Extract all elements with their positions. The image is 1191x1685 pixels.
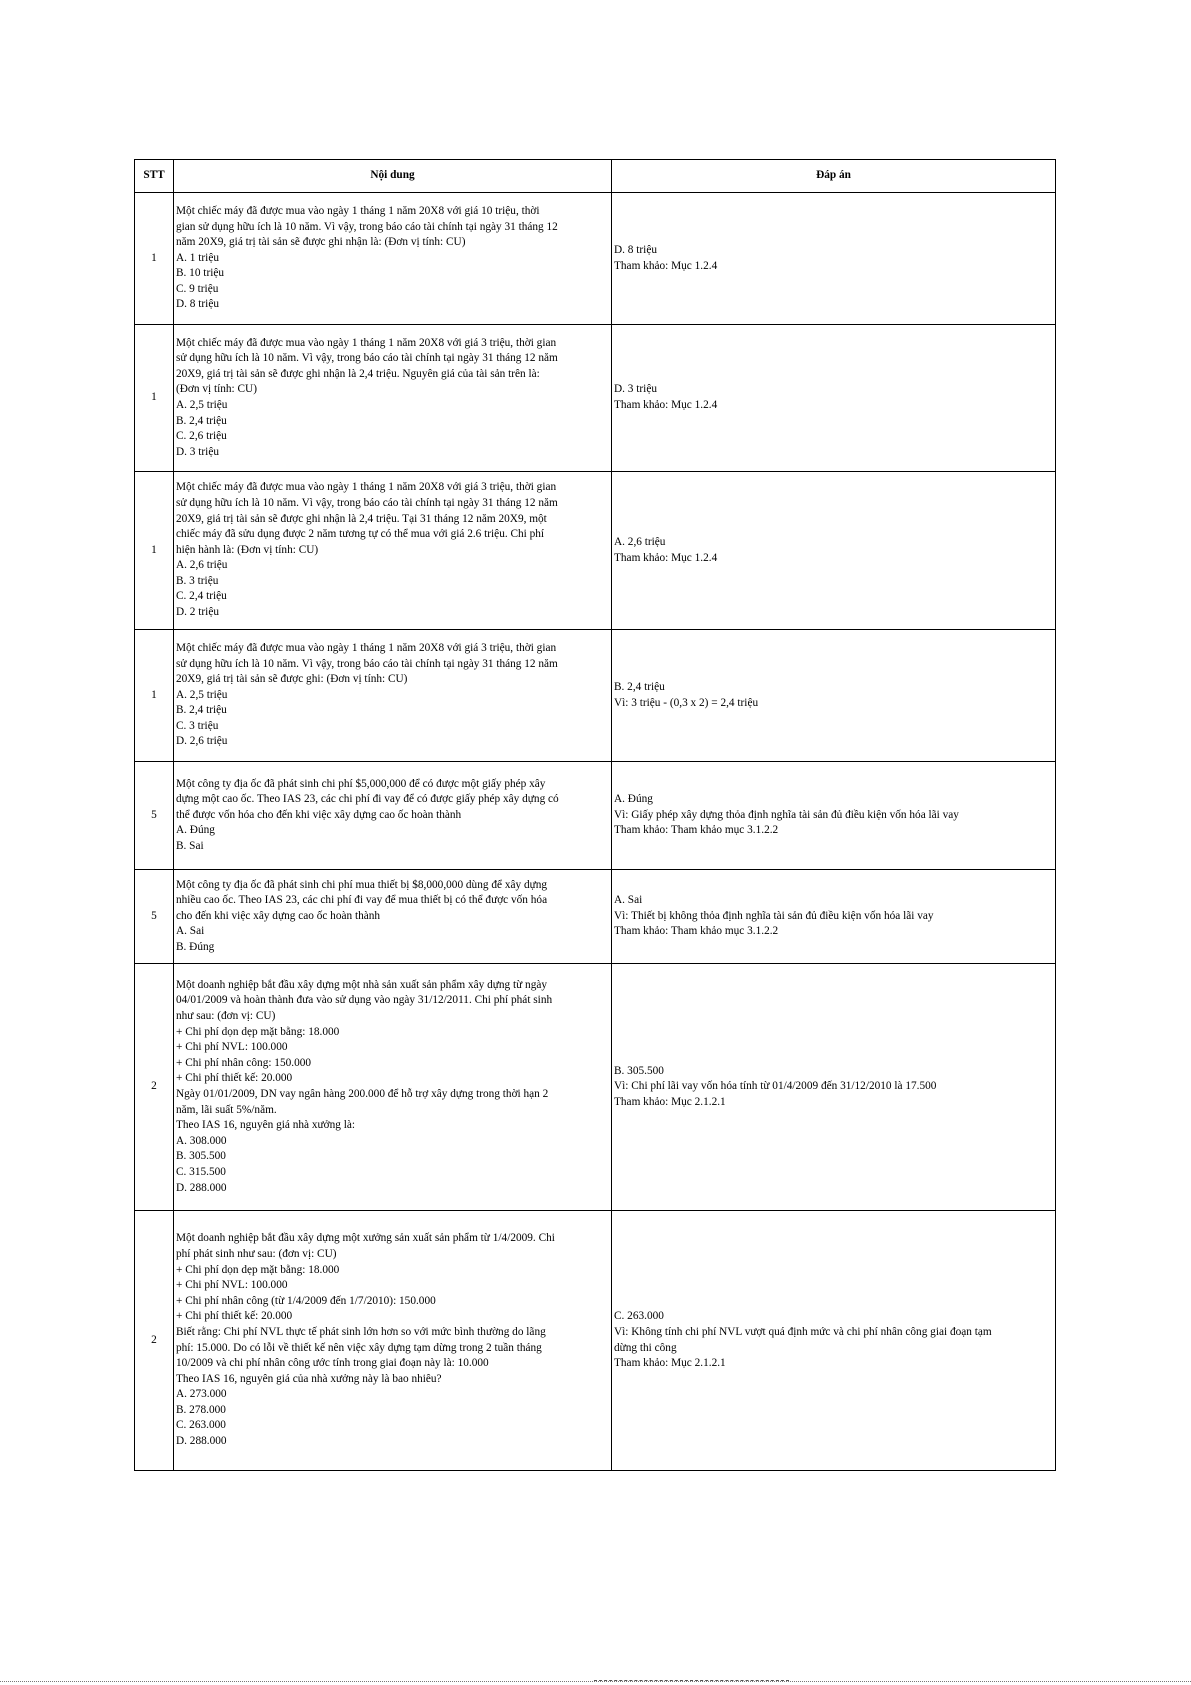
question-line: gian sử dụng hữu ích là 10 năm. Vì vậy, trong báo cáo tài chính tại ngày 31 tháng 12	[176, 220, 558, 233]
question-answer-table	[134, 159, 1056, 1471]
question-line: D. 288.000	[176, 1181, 227, 1194]
answer-line: Vì: Thiết bị không thỏa định nghĩa tài sản đủ điều kiện vốn hóa lãi vay	[614, 909, 934, 922]
question-line: Một công ty địa ốc đã phát sinh chi phí mua thiết bị $8,000,000 dùng để xây dựng	[176, 878, 548, 891]
table-row	[135, 1211, 1056, 1471]
answer-cell	[612, 325, 1056, 472]
question-line: B. Đúng	[176, 940, 215, 953]
question-content-cell	[174, 964, 612, 1211]
question-line: 04/01/2009 và hoàn thành đưa vào sử dụng vào ngày 31/12/2011. Chi phí phát sinh	[176, 994, 553, 1007]
row-number-cell: 2	[135, 964, 174, 1211]
question-line: B. Sai	[176, 839, 204, 852]
row-number-cell: 1	[135, 472, 174, 630]
question-line: C. 315.500	[176, 1165, 226, 1178]
answer-line: A. 2,6 triệu	[614, 535, 666, 548]
table-row	[135, 193, 1056, 325]
page-bottom-marker	[594, 1680, 789, 1683]
table-body	[135, 193, 1056, 1471]
question-line: A. 2,6 triệu	[176, 559, 228, 572]
answer-line: dừng thi công	[614, 1341, 677, 1354]
question-line: Một chiếc máy đã được mua vào ngày 1 tháng 1 năm 20X8 với giá 10 triệu, thời	[176, 204, 540, 217]
answer-line: Vì: Chi phí lãi vay vốn hóa tính từ 01/4/2009 đến 31/12/2010 là 17.500	[614, 1080, 937, 1093]
question-line: Ngày 01/01/2009, DN vay ngân hàng 200.000 để hỗ trợ xây dựng trong thời hạn 2	[176, 1088, 549, 1100]
question-line: Một doanh nghiệp bắt đầu xây dựng một nhà sản xuất sản phẩm xây dựng từ ngày	[176, 978, 548, 991]
answer-cell	[612, 1211, 1056, 1471]
question-line: sử dụng hữu ích là 10 năm. Vì vậy, trong báo cáo tài chính tại ngày 31 tháng 12 năm	[176, 352, 558, 365]
question-line: (Đơn vị tính: CU)	[176, 383, 257, 396]
answer-line: D. 3 triệu	[614, 383, 657, 396]
question-line: + Chi phí nhân công: 150.000	[176, 1056, 312, 1069]
question-line: C. 3 triệu	[176, 719, 219, 732]
question-content-cell	[174, 870, 612, 964]
answer-line: Vì: 3 triệu - (0,3 x 2) = 2,4 triệu	[614, 696, 759, 709]
row-number-cell: 1	[135, 630, 174, 762]
answer-line: Tham khảo: Tham khảo mục 3.1.2.2	[614, 824, 779, 837]
answer-line: Tham khảo: Mục 2.1.2.1	[614, 1095, 726, 1108]
header-content: Nội dung	[174, 160, 612, 193]
question-line: như sau: (đơn vị: CU)	[176, 1010, 276, 1023]
question-line: năm 20X9, giá trị tài sản sẽ được ghi nhận là: (Đơn vị tính: CU)	[176, 236, 466, 249]
answer-cell	[612, 472, 1056, 630]
question-line: phí: 15.000. Do có lỗi về thiết kế nên việc xây dựng tạm dừng trong 2 tuần tháng	[176, 1341, 542, 1354]
question-line: dựng một cao ốc. Theo IAS 23, các chi phí đi vay để có được giấy phép xây dựng có	[176, 793, 559, 806]
question-line: nhiều cao ốc. Theo IAS 23, các chi phí đi vay để mua thiết bị có thể được vốn hóa	[176, 894, 548, 907]
answer-line: Tham khảo: Tham khảo mục 3.1.2.2	[614, 925, 779, 938]
table-row	[135, 630, 1056, 762]
question-line: Biết rằng: Chi phí NVL thực tế phát sinh lớn hơn so với mức bình thường do lãng	[176, 1325, 546, 1338]
answer-line: Tham khảo: Mục 1.2.4	[614, 551, 718, 564]
question-line: Một chiếc máy đã được mua vào ngày 1 tháng 1 năm 20X8 với giá 3 triệu, thời gian	[176, 481, 557, 494]
question-line: + Chi phí thiết kế: 20.000	[176, 1072, 293, 1085]
question-line: thể được vốn hóa cho đến khi việc xây dựng cao ốc hoàn thành	[176, 808, 462, 821]
table-row	[135, 762, 1056, 870]
table-row	[135, 325, 1056, 472]
question-content-cell	[174, 630, 612, 762]
question-line: D. 2,6 triệu	[176, 735, 228, 748]
question-line: + Chi phí NVL: 100.000	[176, 1279, 288, 1292]
answer-cell	[612, 193, 1056, 325]
question-line: D. 8 triệu	[176, 298, 219, 311]
question-line: 20X9, giá trị tài sản sẽ được ghi nhận là 2,4 triệu. Nguyên giá của tài sản trên là:	[176, 367, 540, 380]
row-number-cell: 2	[135, 1211, 174, 1471]
question-line: B. 2,4 triệu	[176, 414, 227, 427]
question-line: Một chiếc máy đã được mua vào ngày 1 tháng 1 năm 20X8 với giá 3 triệu, thời gian	[176, 336, 557, 349]
answer-cell	[612, 870, 1056, 964]
row-number-cell: 1	[135, 193, 174, 325]
question-line: B. 278.000	[176, 1403, 226, 1416]
question-line: + Chi phí nhân công (từ 1/4/2009 đến 1/7/2010): 150.000	[176, 1294, 436, 1307]
question-content-cell	[174, 1211, 612, 1471]
answer-line: Tham khảo: Mục 2.1.2.1	[614, 1357, 726, 1370]
question-line: Theo IAS 16, nguyên giá nhà xưởng là:	[176, 1119, 356, 1132]
question-content-cell	[174, 193, 612, 325]
row-number-cell: 1	[135, 325, 174, 472]
question-line: A. 2,5 triệu	[176, 688, 228, 701]
question-line: A. 1 triệu	[176, 251, 219, 264]
question-line: B. 10 triệu	[176, 267, 225, 280]
answer-cell	[612, 762, 1056, 870]
row-number-cell: 5	[135, 762, 174, 870]
answer-line: Tham khảo: Mục 1.2.4	[614, 259, 718, 272]
question-line: D. 288.000	[176, 1435, 227, 1448]
row-number-cell: 5	[135, 870, 174, 964]
header-answer: Đáp án	[612, 160, 1056, 193]
question-line: phí phát sinh như sau: (đơn vị: CU)	[176, 1247, 337, 1260]
answer-line: B. 2,4 triệu	[614, 680, 665, 693]
question-line: + Chi phí dọn dẹp mặt bằng: 18.000	[176, 1025, 340, 1038]
answer-line: A. Sai	[614, 894, 643, 907]
table-row	[135, 964, 1056, 1211]
question-line: Một công ty địa ốc đã phát sinh chi phí $5,000,000 để có được một giấy phép xây	[176, 777, 546, 790]
question-line: B. 305.500	[176, 1150, 226, 1163]
question-content-cell	[174, 472, 612, 630]
table-row	[135, 870, 1056, 964]
question-line: B. 3 triệu	[176, 574, 219, 587]
question-line: + Chi phí dọn dẹp mặt bằng: 18.000	[176, 1263, 340, 1276]
question-line: A. 273.000	[176, 1388, 227, 1401]
question-line: Theo IAS 16, nguyên giá của nhà xưởng này là bao nhiêu?	[176, 1372, 442, 1385]
question-line: + Chi phí NVL: 100.000	[176, 1041, 288, 1054]
question-line: C. 9 triệu	[176, 282, 219, 295]
question-line: năm, lãi suất 5%/năm.	[176, 1103, 277, 1116]
question-line: A. Đúng	[176, 824, 215, 837]
header-stt: STT	[135, 160, 174, 193]
table-header-row	[135, 160, 1056, 193]
answer-line: Tham khảo: Mục 1.2.4	[614, 399, 718, 411]
question-line: sử dụng hữu ích là 10 năm. Vì vậy, trong báo cáo tài chính tại ngày 31 tháng 12 năm	[176, 496, 558, 509]
question-line: A. 2,5 triệu	[176, 399, 228, 411]
question-content-cell	[174, 325, 612, 472]
question-line: C. 2,6 triệu	[176, 430, 227, 443]
question-line: D. 3 triệu	[176, 445, 219, 458]
question-line: A. 308.000	[176, 1134, 227, 1147]
question-line: C. 263.000	[176, 1419, 226, 1432]
question-line: 20X9, giá trị tài sản sẽ được ghi: (Đơn vị tính: CU)	[176, 673, 408, 686]
answer-line: A. Đúng	[614, 793, 653, 806]
answer-line: Vì: Giấy phép xây dựng thỏa định nghĩa tài sản đủ điều kiện vốn hóa lãi vay	[614, 808, 959, 821]
question-content-cell	[174, 762, 612, 870]
question-line: Một doanh nghiệp bắt đầu xây dựng một xưởng sản xuất sản phẩm từ 1/4/2009. Chi	[176, 1232, 555, 1245]
table-row	[135, 472, 1056, 630]
question-line: Một chiếc máy đã được mua vào ngày 1 tháng 1 năm 20X8 với giá 3 triệu, thời gian	[176, 641, 557, 654]
answer-line: Vì: Không tính chi phí NVL vượt quá định mức và chi phí nhân công giai đoạn tạm	[614, 1325, 992, 1338]
question-line: chiếc máy đã sửu dụng được 2 năm tương tự có thể mua với giá 2.6 triệu. Chi phí	[176, 528, 545, 541]
question-line: 10/2009 và chi phí nhân công ước tính trong giai đoạn này là: 10.000	[176, 1357, 489, 1370]
answer-line: C. 263.000	[614, 1310, 664, 1323]
answer-line: B. 305.500	[614, 1064, 664, 1077]
answer-line: D. 8 triệu	[614, 243, 657, 256]
question-line: cho đến khi việc xây dựng cao ốc hoàn thành	[176, 909, 381, 922]
question-line: sử dụng hữu ích là 10 năm. Vì vậy, trong báo cáo tài chính tại ngày 31 tháng 12 năm	[176, 657, 558, 670]
question-line: D. 2 triệu	[176, 606, 219, 619]
answer-cell	[612, 630, 1056, 762]
answer-cell	[612, 964, 1056, 1211]
question-line: 20X9, giá trị tài sản sẽ được ghi nhận là 2,4 triệu. Tại 31 tháng 12 năm 20X9, một	[176, 512, 547, 525]
question-line: hiện hành là: (Đơn vị tính: CU)	[176, 543, 319, 556]
question-line: B. 2,4 triệu	[176, 704, 227, 717]
question-line: A. Sai	[176, 925, 205, 938]
question-line: C. 2,4 triệu	[176, 590, 227, 603]
question-line: + Chi phí thiết kế: 20.000	[176, 1310, 293, 1323]
